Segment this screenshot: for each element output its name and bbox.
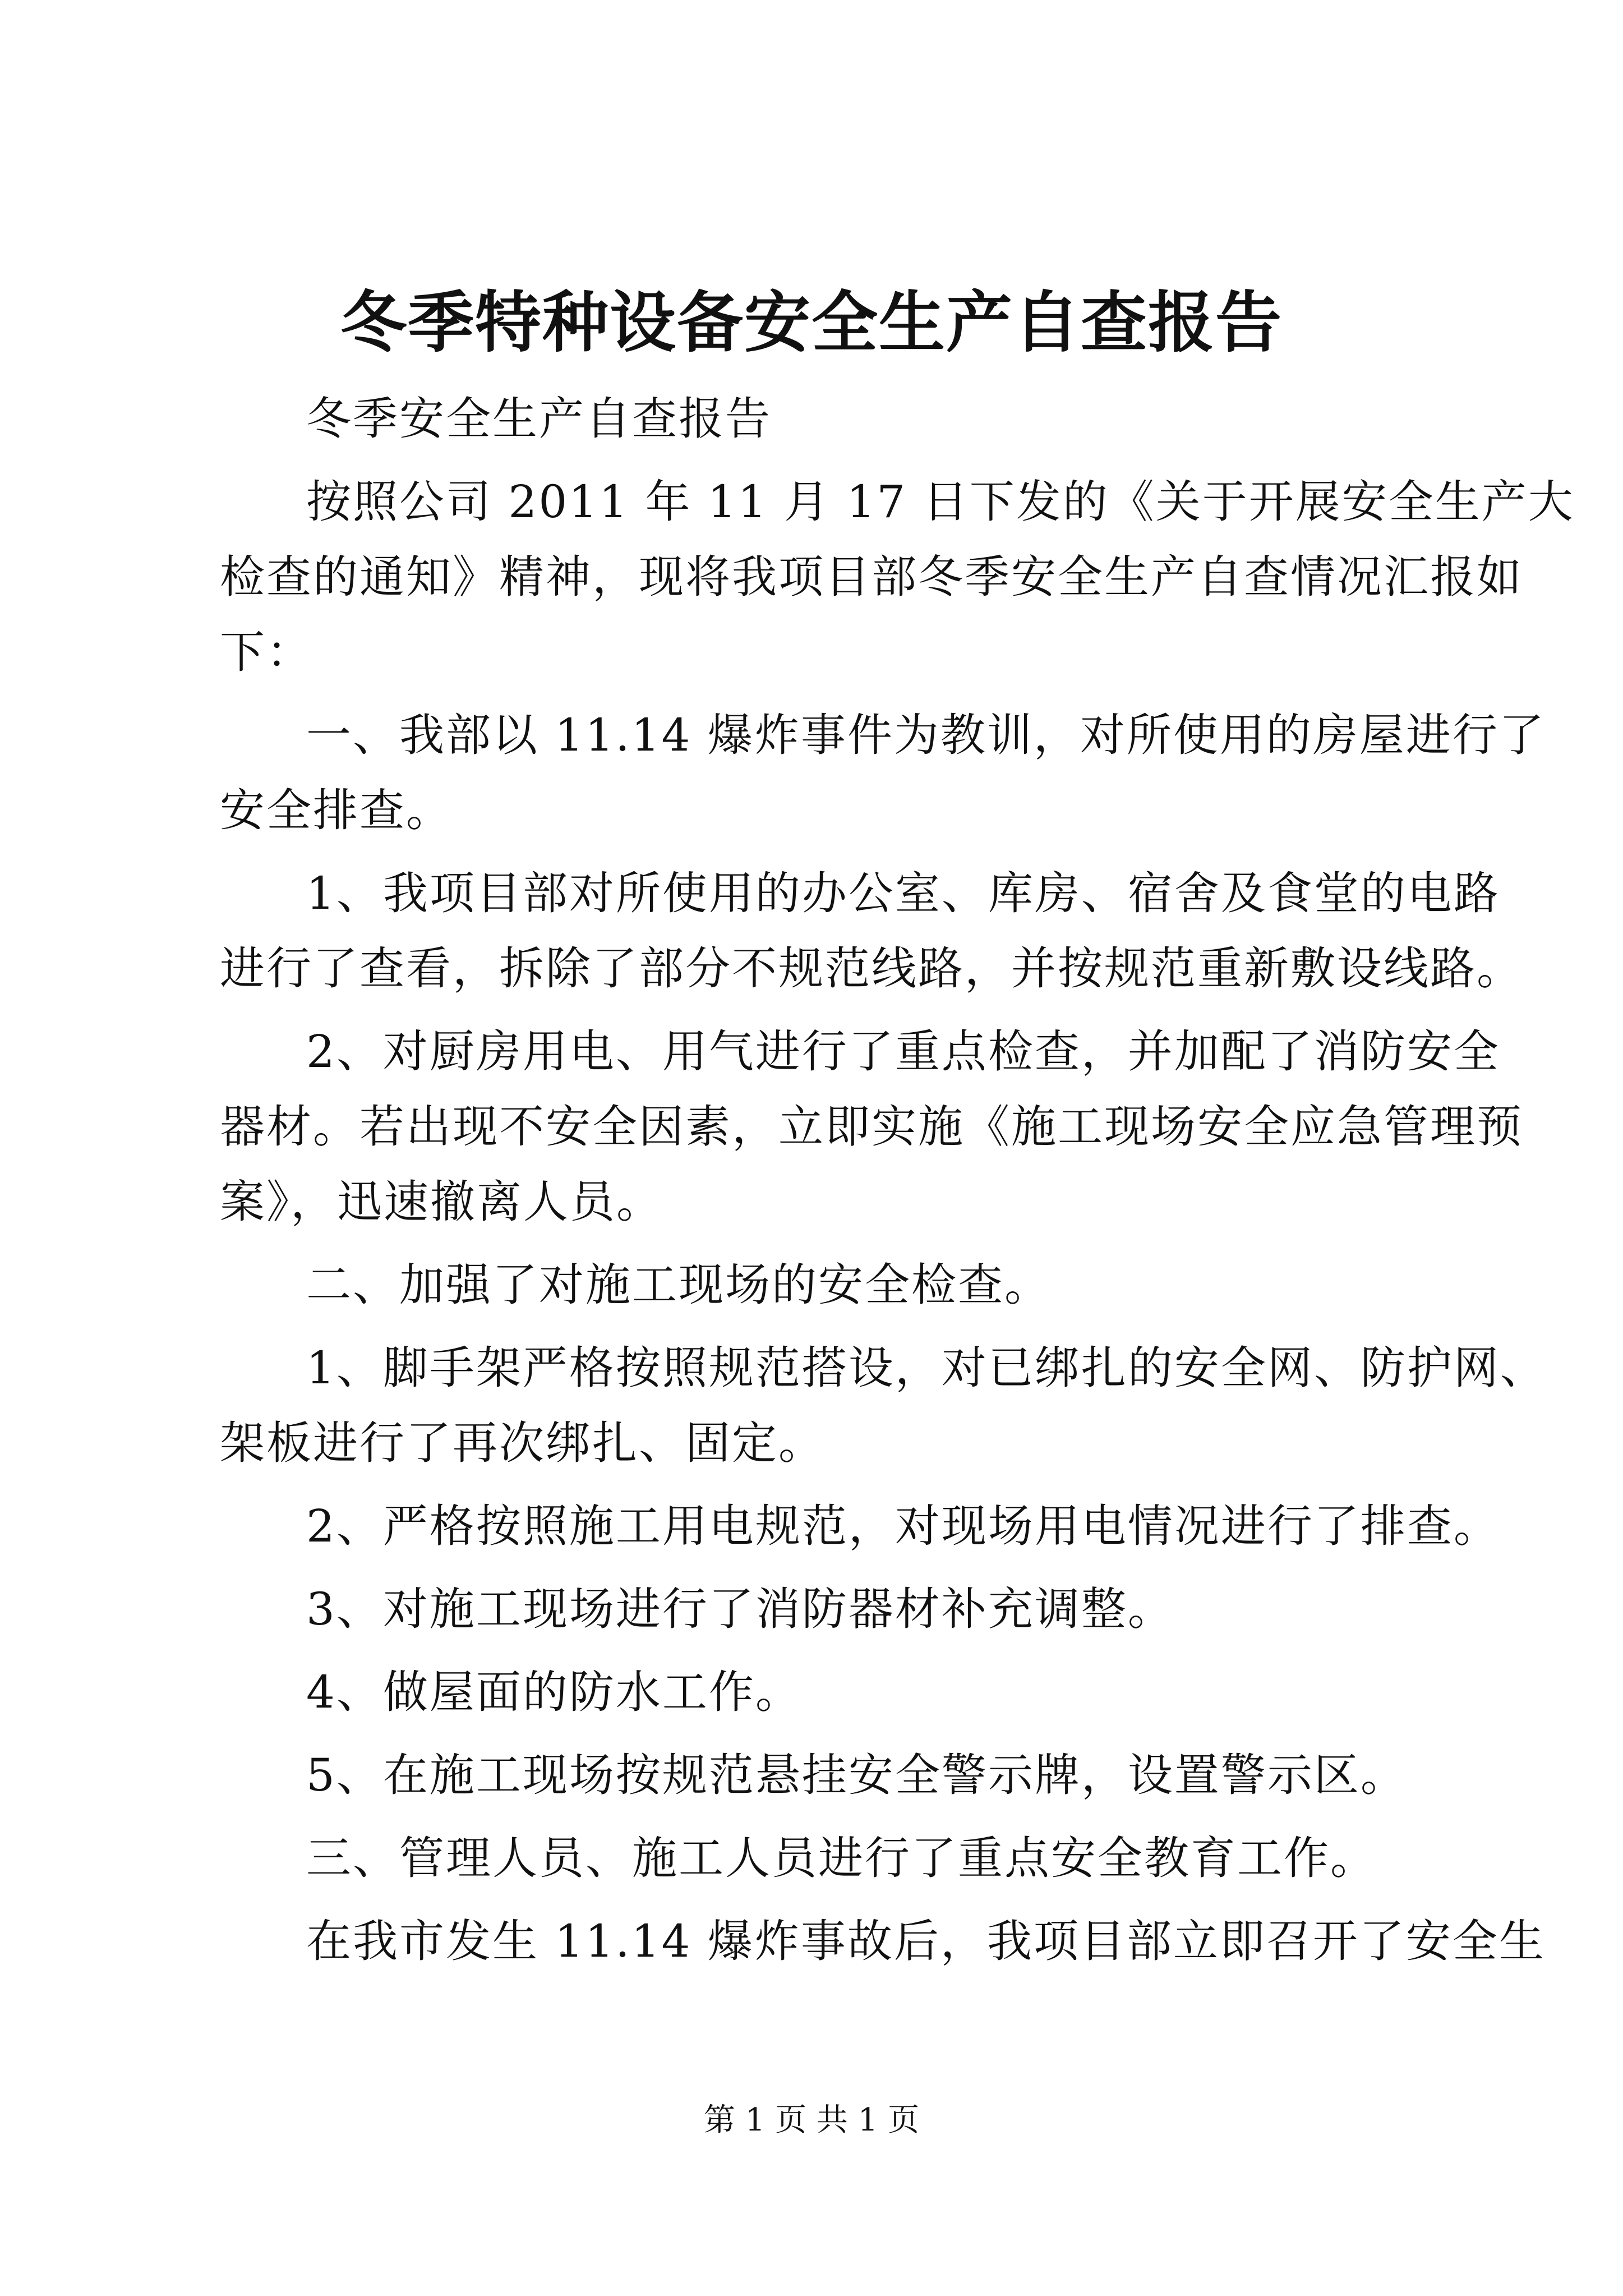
section-heading: 三、管理人员、施工人员进行了重点安全教育工作。: [306, 1832, 1377, 1884]
list-item: 3、对施工现场进行了消防器材补充调整。: [306, 1583, 1174, 1635]
list-item: 2、对厨房用电、用气进行了重点检查，并加配了消防安全: [306, 1025, 1500, 1078]
paragraph-line: 按照公司 2011 年 11 月 17 日下发的《关于开展安全生产大: [306, 476, 1575, 528]
paragraph-line: 进行了查看，拆除了部分不规范线路，并按规范重新敷设线路。: [220, 942, 1523, 995]
list-item: 2、严格按照施工用电规范，对现场用电情况进行了排查。: [306, 1500, 1500, 1552]
paragraph-line: 检查的通知》精神，现将我项目部冬季安全生产自查情况汇报如: [220, 551, 1523, 603]
list-item: 1、我项目部对所使用的办公室、库房、宿舍及食堂的电路: [306, 867, 1500, 919]
paragraph-line: 安全排查。: [220, 784, 453, 836]
page-footer: 第 1 页 共 1 页: [703, 2102, 920, 2138]
paragraph-line: 器材。若出现不安全因素，立即实施《施工现场安全应急管理预: [220, 1101, 1523, 1153]
paragraph-line: 案》，迅速撤离人员。: [220, 1176, 663, 1228]
section-heading: 二、加强了对施工现场的安全检查。: [306, 1259, 1051, 1311]
list-item: 4、做屋面的防水工作。: [306, 1666, 802, 1718]
section-heading: 一、我部以 11.14 爆炸事件为教训，对所使用的房屋进行了: [306, 709, 1546, 761]
paragraph-line: 架板进行了再次绑扎、固定。: [220, 1417, 825, 1469]
paragraph-line: 下：: [220, 626, 313, 678]
list-item: 5、在施工现场按规范悬挂安全警示牌，设置警示区。: [306, 1749, 1407, 1801]
document-title: 冬季特种设备安全生产自查报告: [340, 283, 1283, 361]
document-body: [220, 381, 1575, 1979]
subtitle-line: 冬季安全生产自查报告: [306, 393, 772, 445]
paragraph-line: 在我市发生 11.14 爆炸事故后，我项目部立即召开了安全生: [306, 1915, 1546, 1967]
list-item: 1、脚手架严格按照规范搭设，对已绑扎的安全网、防护网、: [306, 1342, 1547, 1394]
